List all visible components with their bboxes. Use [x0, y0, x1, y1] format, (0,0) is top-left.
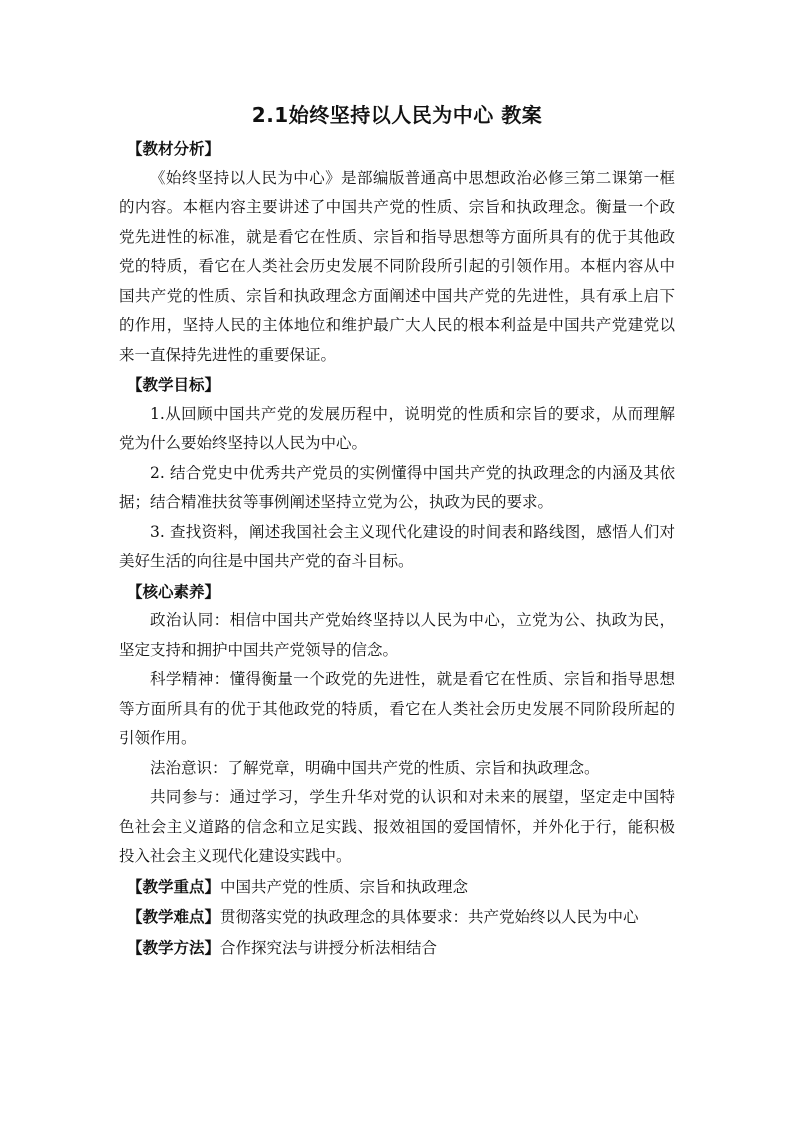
key-points-text: 中国共产党的性质、宗旨和执政理念 — [220, 877, 469, 896]
analysis-paragraph: 《始终坚持以人民为中心》是部编版普通高中思想政治必修三第二课第一框的内容。本框内容主要讲述了中国共产党的性质、宗旨和执政理念。衡量一个政党先进性的标准，就是看它在性质、宗旨和指导思想等方面所具有的优于其他政党的特质，看它在人类社会历史发展不同阶段所引起的引领作用。本框内容从中国共产党的性质、宗旨和执政理念方面阐述中国共产党的先进性，具有承上启下的作用，坚持人民的主体地位和维护最广大人民的根本利益是中国共产党建党以来一直保持先进性的重要保证。 — [119, 168, 675, 364]
method-line — [119, 933, 675, 964]
difficulty-line — [119, 902, 675, 933]
section-heading-literacy: 【核心素养】 — [127, 581, 221, 601]
document-body — [119, 134, 675, 963]
difficulty-text: 贯彻落实党的执政理念的具体要求：共产党始终以人民为中心 — [220, 908, 639, 926]
goal-item-1: 1.从回顾中国共产党的发展历程中，说明党的性质和宗旨的要求，从而理解党为什么要始终坚持以人民为中心。 — [119, 404, 675, 452]
literacy-item-participation: 共同参与：通过学习，学生升华对党的认识和对未来的展望，坚定走中国特色社会主义道路的信念和立足实践、报效祖国的爱国情怀，并外化于行，能积极投入社会主义现代化建设实践中。 — [119, 788, 675, 865]
key-points-label: 【教学重点】 — [127, 876, 221, 896]
key-points-line — [119, 872, 675, 903]
goal-item-3: 3. 查找资料，阐述我国社会主义现代化建设的时间表和路线图，感悟人们对美好生活的向往是中国共产党的奋斗目标。 — [119, 522, 675, 570]
section-heading-analysis: 【教材分析】 — [127, 139, 221, 158]
method-label: 【教学方法】 — [127, 937, 221, 957]
goal-item-2: 2. 结合党史中优秀共产党员的实例懂得中国共产党的执政理念的内涵及其依据；结合精准扶贫等事例阐述坚持立党为公，执政为民的要求。 — [119, 463, 675, 511]
document-title: 2.1始终坚持以人民为中心 教案 — [251, 103, 543, 127]
literacy-item-law: 法治意识：了解党章，明确中国共产党的性质、宗旨和执政理念。 — [150, 758, 600, 777]
literacy-item-science: 科学精神：懂得衡量一个政党的先进性，就是看它在性质、宗旨和指导思想等方面所具有的优于其他政党的特质，看它在人类社会历史发展不同阶段所起的引领作用。 — [119, 670, 675, 747]
literacy-item-political: 政治认同：相信中国共产党始终坚持以人民为中心，立党为公、执政为民，坚定支持和拥护中国共产党领导的信念。 — [119, 611, 675, 659]
difficulty-label: 【教学难点】 — [127, 907, 221, 926]
method-text: 合作探究法与讲授分析法相结合 — [220, 938, 438, 957]
section-heading-goals: 【教学目标】 — [127, 375, 221, 394]
